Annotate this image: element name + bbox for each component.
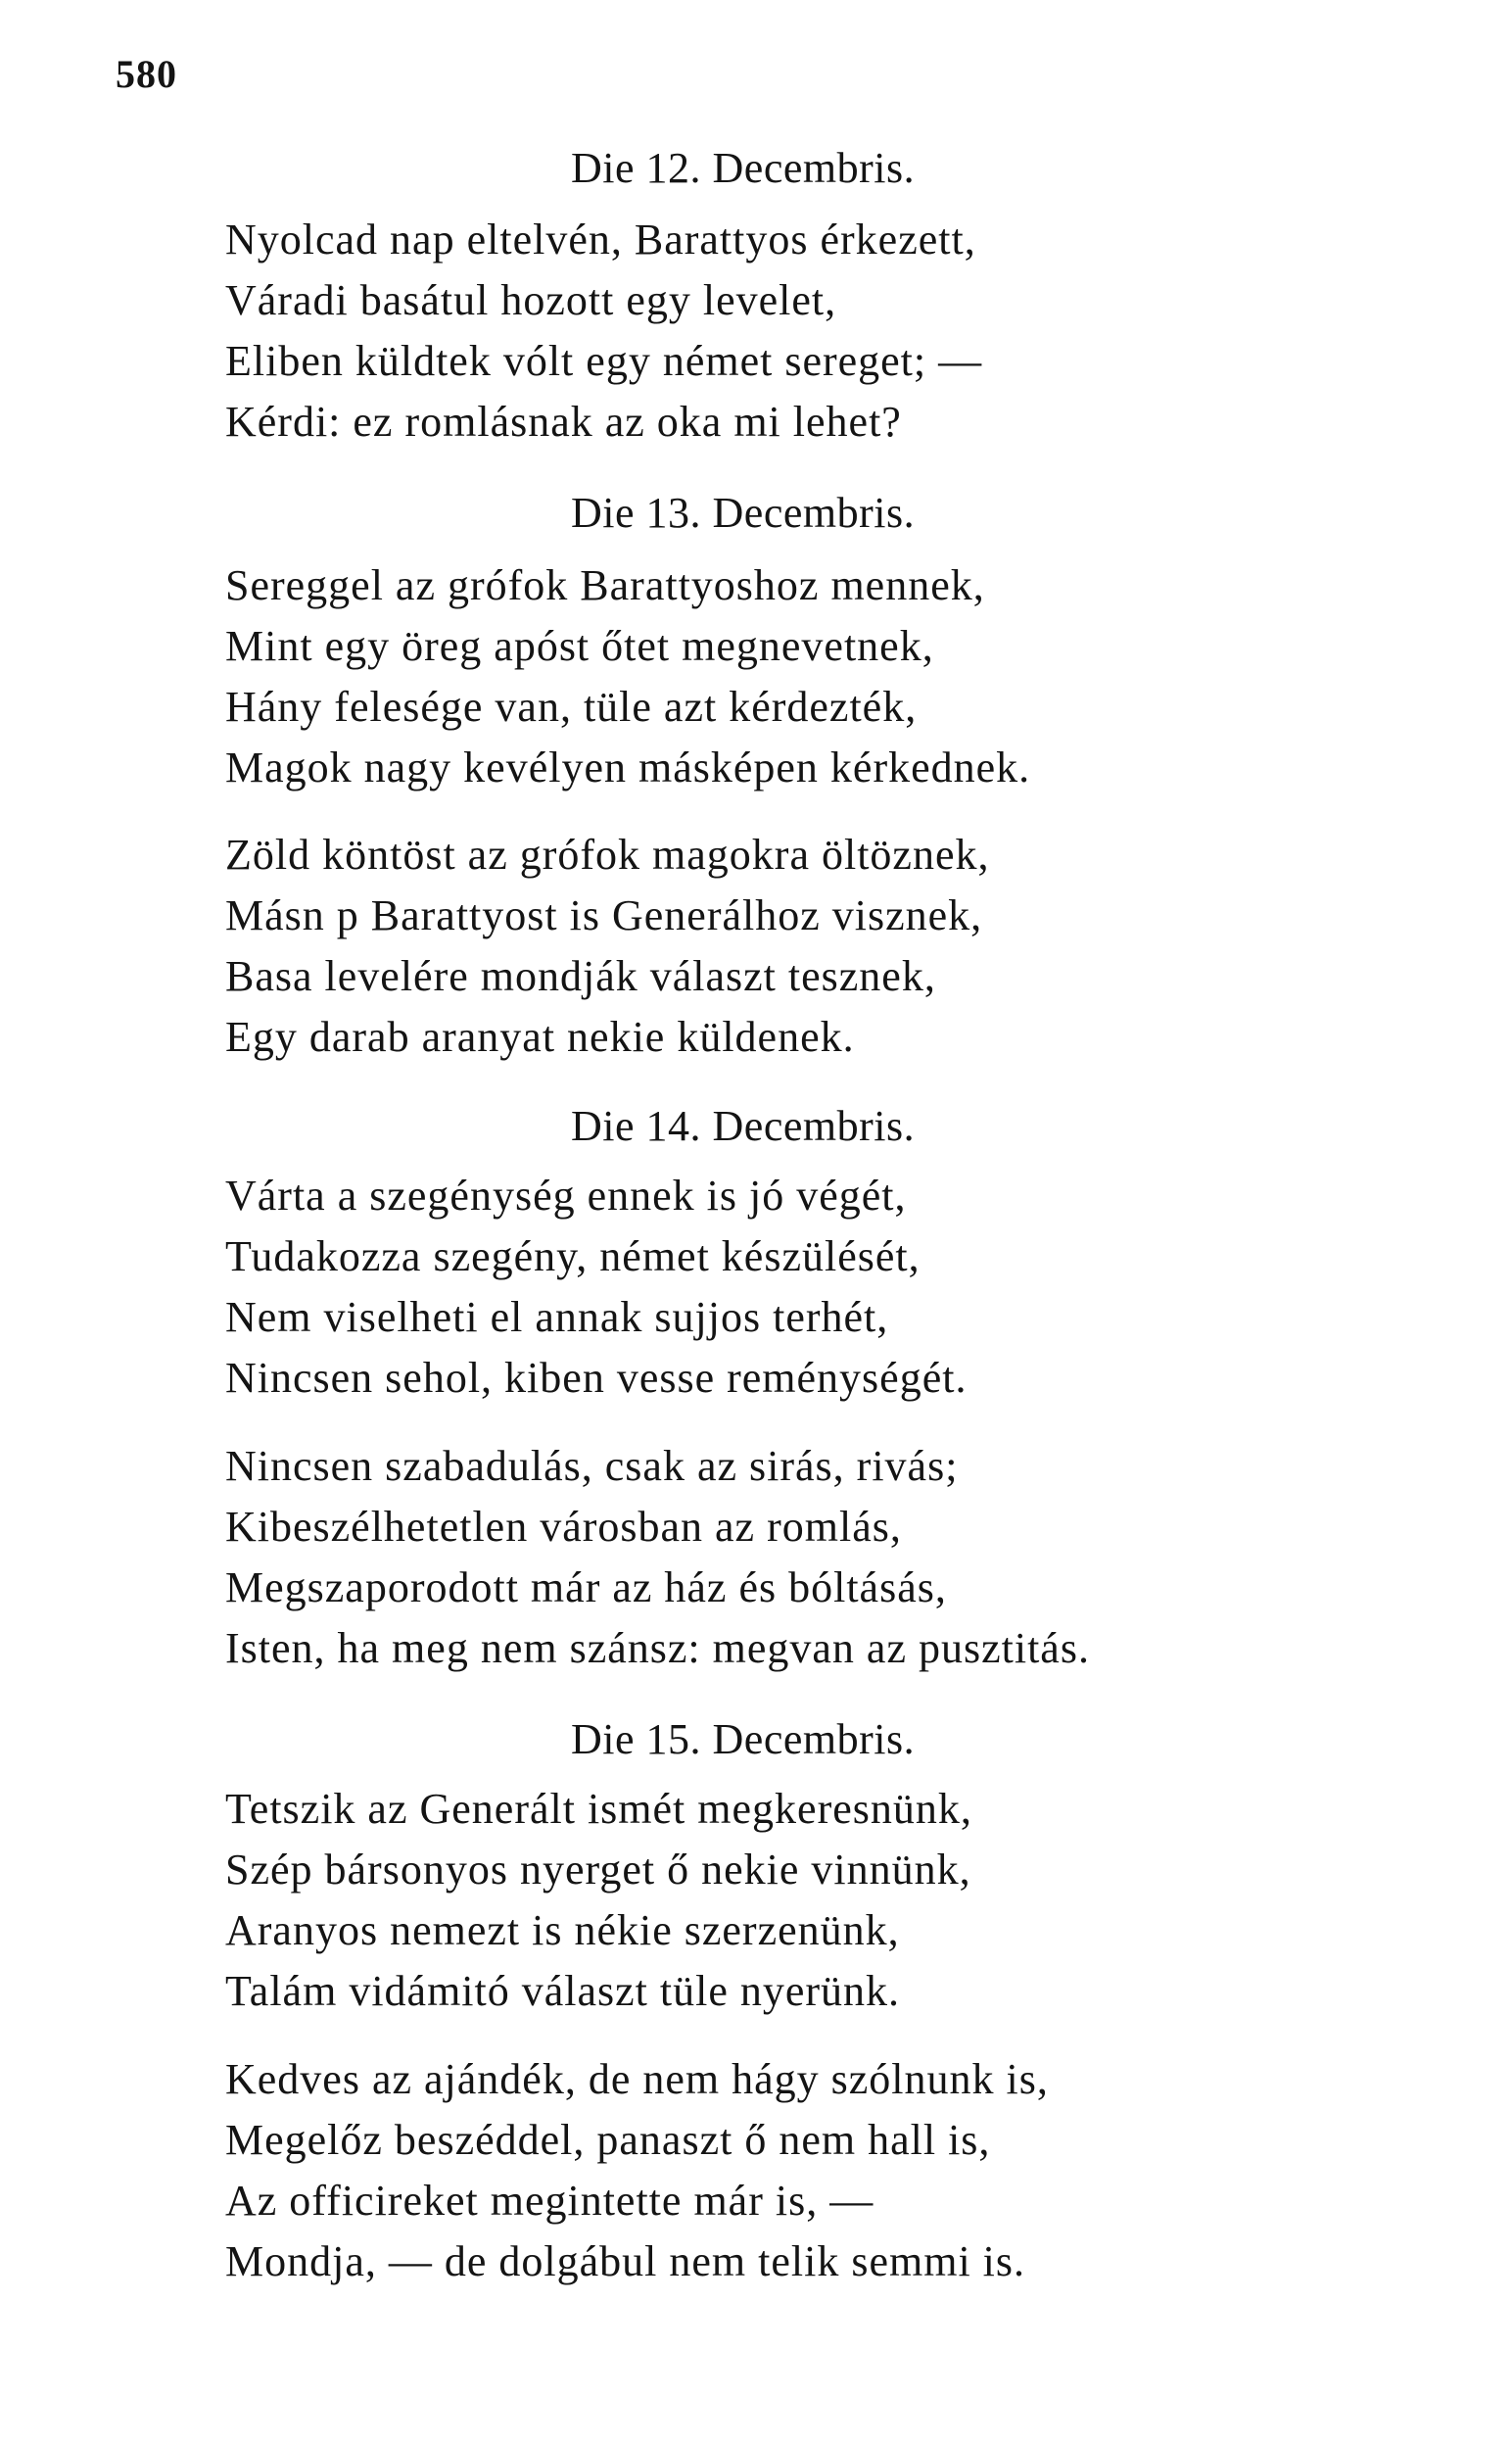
verse-line: Kérdi: ez romlásnak az oka mi lehet? [225, 398, 902, 446]
stanza-2 [225, 555, 1030, 798]
stanza-6 [225, 1779, 972, 2022]
date-heading-dec-12: Die 12. Decembris. [571, 144, 916, 192]
verse-line: Isten, ha meg nem szánsz: megvan az pusztitás. [225, 1624, 1090, 1672]
verse-line: Megelőz beszéddel, panaszt ő nem hall is, [225, 2116, 991, 2164]
verse-line: Basa levelére mondják választ tesznek, [225, 952, 936, 1000]
verse-line: Megszaporodott már az ház és bóltásás, [225, 1563, 947, 1611]
stanza-5 [225, 1436, 1090, 1679]
verse-line: Sereggel az grófok Barattyoshoz mennek, [225, 561, 985, 609]
verse-line: Másn p Barattyost is Generálhoz visznek, [225, 891, 983, 939]
verse-line: Nincsen szabadulás, csak az sirás, rivás; [225, 1442, 959, 1490]
stanza-1 [225, 210, 982, 453]
verse-line: Nyolcad nap eltelvén, Barattyos érkezett, [225, 216, 976, 264]
stanza-4 [225, 1166, 967, 1409]
verse-line: Egy darab aranyat nekie küldenek. [225, 1013, 855, 1061]
verse-line: Szép bársonyos nyerget ő nekie vinnünk, [225, 1846, 971, 1894]
verse-line: Magok nagy kevélyen másképen kérkednek. [225, 743, 1031, 791]
date-heading-dec-15: Die 15. Decembris. [571, 1715, 916, 1763]
date-heading-dec-13: Die 13. Decembris. [571, 489, 916, 537]
verse-line: Hány felesége van, tüle azt kérdezték, [225, 683, 918, 731]
stanza-3 [225, 825, 989, 1068]
verse-line: Talám vidámitó választ tüle nyerünk. [225, 1967, 901, 2015]
date-heading-dec-14: Die 14. Decembris. [571, 1102, 916, 1150]
stanza-7 [225, 2049, 1049, 2292]
verse-line: Az officireket megintette már is, — [225, 2177, 874, 2225]
verse-line: Mondja, — de dolgábul nem telik semmi is. [225, 2237, 1026, 2285]
verse-line: Nem viselheti el annak sujjos terhét, [225, 1293, 889, 1341]
verse-line: Tudakozza szegény, német készülését, [225, 1232, 921, 1280]
verse-line: Aranyos nemezt is nékie szerzenünk, [225, 1906, 900, 1954]
verse-line: Mint egy öreg apóst őtet megnevetnek, [225, 622, 934, 670]
verse-line: Kedves az ajándék, de nem hágy szólnunk is, [225, 2055, 1049, 2103]
page-number: 580 [116, 52, 177, 96]
verse-line: Tetszik az Generált ismét megkeresnünk, [225, 1785, 972, 1833]
verse-line: Várta a szegénység ennek is jó végét, [225, 1172, 907, 1220]
verse-line: Zöld köntöst az grófok magokra öltöznek, [225, 831, 990, 879]
verse-line: Eliben küldtek vólt egy német sereget; — [225, 337, 983, 385]
verse-line: Kibeszélhetetlen városban az romlás, [225, 1503, 902, 1551]
verse-line: Nincsen sehol, kiben vesse reménységét. [225, 1354, 968, 1402]
verse-line: Váradi basátul hozott egy levelet, [225, 276, 837, 324]
